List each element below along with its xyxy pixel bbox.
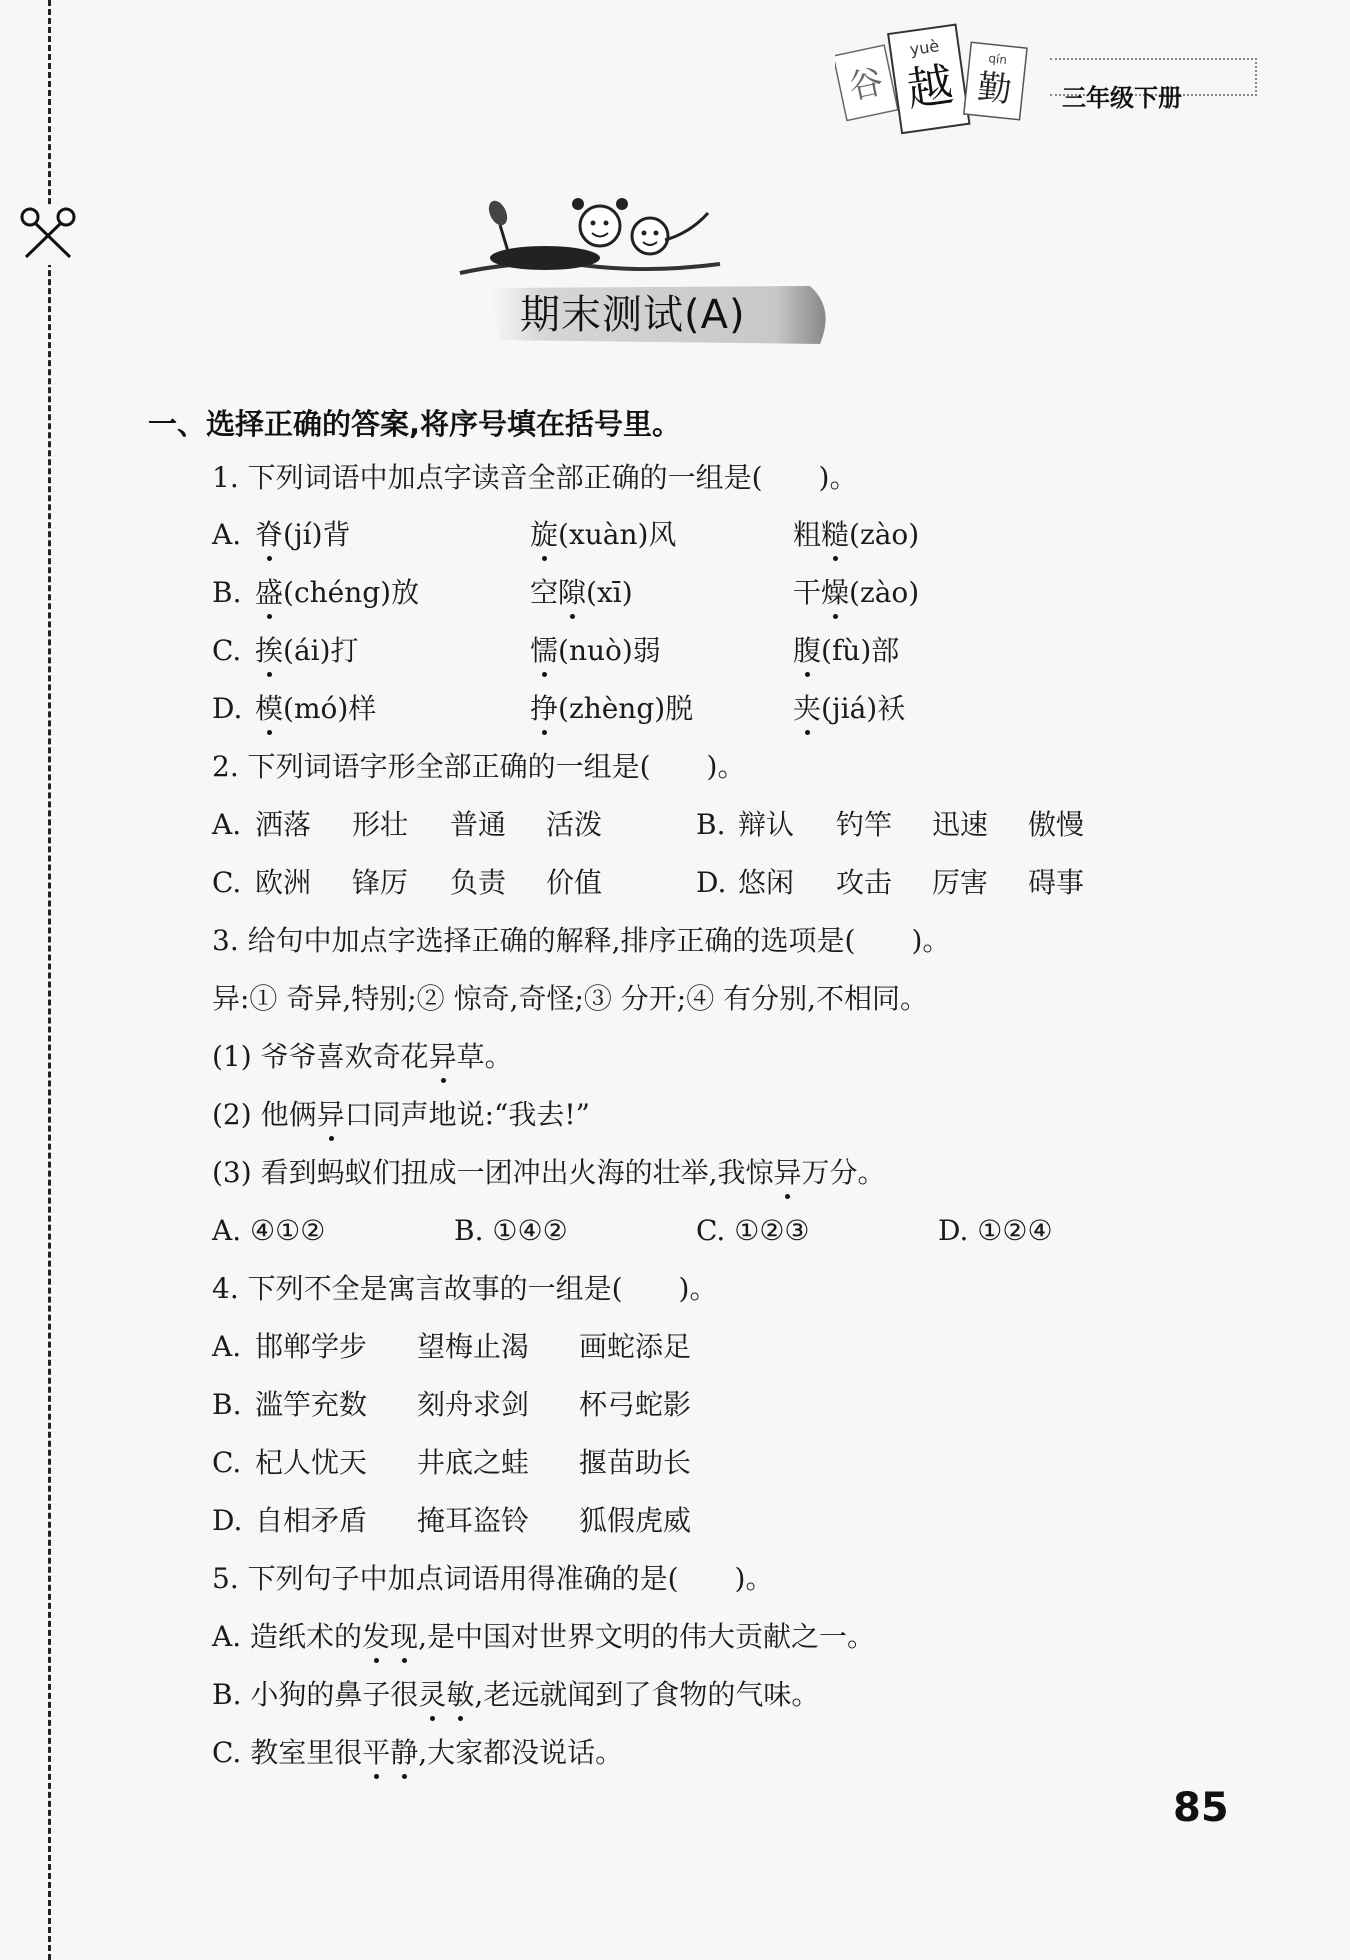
q5-option-a: A. 造纸术的发现,是中国对世界文明的伟大贡献之一。: [212, 1617, 875, 1657]
q3-option: C. ①②③: [696, 1214, 810, 1247]
q1-word: 夹(jiá)袄: [793, 689, 905, 729]
q3-meanings: 异:① 奇异,特别;② 惊奇,奇怪;③ 分开;④ 有分别,不相同。: [212, 982, 929, 1015]
q2-word: 形壮: [352, 808, 409, 841]
q1-word: 懦(nuò)弱: [530, 631, 661, 671]
q2-word: 锋厉: [352, 866, 409, 899]
q2-word: 活泼: [546, 808, 603, 841]
q5-stem: 5. 下列句子中加点词语用得准确的是( )。: [212, 1562, 774, 1595]
q2-word: 悠闲: [738, 866, 795, 899]
q1-word: 盛(chéng)放: [255, 573, 419, 613]
q2-stem: 2. 下列词语字形全部正确的一组是( )。: [212, 750, 746, 783]
q1-word: 模(mó)样: [255, 689, 376, 729]
q1-option-label: C.: [212, 634, 242, 667]
q4-option-label: C.: [212, 1446, 242, 1479]
q5-option-c: C. 教室里很平静,大家都没说话。: [212, 1733, 623, 1773]
q2-option-label: C.: [212, 866, 242, 899]
q4-idiom: 揠苗助长: [579, 1446, 692, 1479]
q1-option-label: B.: [212, 576, 242, 609]
q2-word: 迅速: [932, 808, 989, 841]
q2-word: 洒落: [255, 808, 312, 841]
cut-line: [48, 0, 51, 1960]
svg-text:yuè: yuè: [908, 36, 941, 60]
q3-sentence-2: (2) 他俩异口同声地说:“我去!”: [212, 1095, 590, 1135]
q2-option-label: B.: [696, 808, 726, 841]
q2-option-label: A.: [212, 808, 242, 841]
q2-word: 钓竿: [836, 808, 893, 841]
q1-word: 挣(zhèng)脱: [530, 689, 693, 729]
q2-word: 普通: [450, 808, 507, 841]
svg-text:谷: 谷: [845, 61, 887, 108]
grade-label: 三年级下册: [1062, 84, 1182, 112]
q2-word: 厉害: [932, 866, 989, 899]
q3-sentence-1: (1) 爷爷喜欢奇花异草。: [212, 1037, 513, 1077]
svg-text:勤: 勤: [975, 67, 1014, 111]
q4-stem: 4. 下列不全是寓言故事的一组是( )。: [212, 1272, 718, 1305]
q4-idiom: 画蛇添足: [579, 1330, 692, 1363]
q4-idiom: 狐假虎威: [579, 1504, 692, 1537]
q1-option-label: D.: [212, 692, 243, 725]
q1-word: 腹(fù)部: [793, 631, 899, 671]
q4-idiom: 自相矛盾: [255, 1504, 368, 1537]
q1-word: 粗糙(zào): [793, 515, 919, 555]
q2-word: 傲慢: [1028, 808, 1085, 841]
q2-word: 碍事: [1028, 866, 1085, 899]
q3-sentence-3: (3) 看到蚂蚁们扭成一团冲出火海的壮举,我惊异万分。: [212, 1153, 886, 1193]
svg-text:越: 越: [903, 56, 957, 117]
q3-stem: 3. 给句中加点字选择正确的解释,排序正确的选项是( )。: [212, 924, 951, 957]
q2-word: 负责: [450, 866, 507, 899]
q4-option-label: A.: [212, 1330, 242, 1363]
q4-idiom: 望梅止渴: [417, 1330, 530, 1363]
q3-option: A. ④①②: [212, 1214, 326, 1247]
page-title: 期末测试(A): [520, 292, 746, 338]
q1-word: 旋(xuàn)风: [530, 515, 676, 555]
q1-option-label: A.: [212, 518, 242, 551]
q4-idiom: 滥竽充数: [255, 1388, 368, 1421]
q3-option: B. ①④②: [454, 1214, 568, 1247]
q1-word: 挨(ái)打: [255, 631, 359, 671]
page-number: 85: [1173, 1785, 1229, 1831]
q5-option-b: B. 小狗的鼻子很灵敏,老远就闻到了食物的气味。: [212, 1675, 819, 1715]
q4-option-label: D.: [212, 1504, 243, 1537]
scissors-icon: [18, 205, 78, 265]
q4-idiom: 杯弓蛇影: [579, 1388, 692, 1421]
q1-word: 脊(jí)背: [255, 515, 351, 555]
q4-idiom: 邯郸学步: [255, 1330, 368, 1363]
q2-word: 辩认: [738, 808, 795, 841]
q2-word: 欧洲: [255, 866, 312, 899]
q4-idiom: 掩耳盗铃: [417, 1504, 530, 1537]
q2-word: 价值: [546, 866, 603, 899]
q4-option-label: B.: [212, 1388, 242, 1421]
q2-option-label: D.: [696, 866, 727, 899]
q3-option: D. ①②④: [938, 1214, 1053, 1247]
q4-idiom: 杞人忧天: [255, 1446, 368, 1479]
series-logo: [835, 20, 1035, 145]
q1-word: 空隙(xī): [530, 573, 633, 613]
q2-word: 攻击: [836, 866, 893, 899]
q4-idiom: 刻舟求剑: [417, 1388, 530, 1421]
section-heading: 一、选择正确的答案,将序号填在括号里。: [148, 407, 682, 441]
q1-word: 干燥(zào): [793, 573, 919, 613]
svg-text:qín: qín: [987, 51, 1008, 68]
q1-stem: 1. 下列词语中加点字读音全部正确的一组是( )。: [212, 461, 858, 494]
q4-idiom: 井底之蛙: [417, 1446, 530, 1479]
